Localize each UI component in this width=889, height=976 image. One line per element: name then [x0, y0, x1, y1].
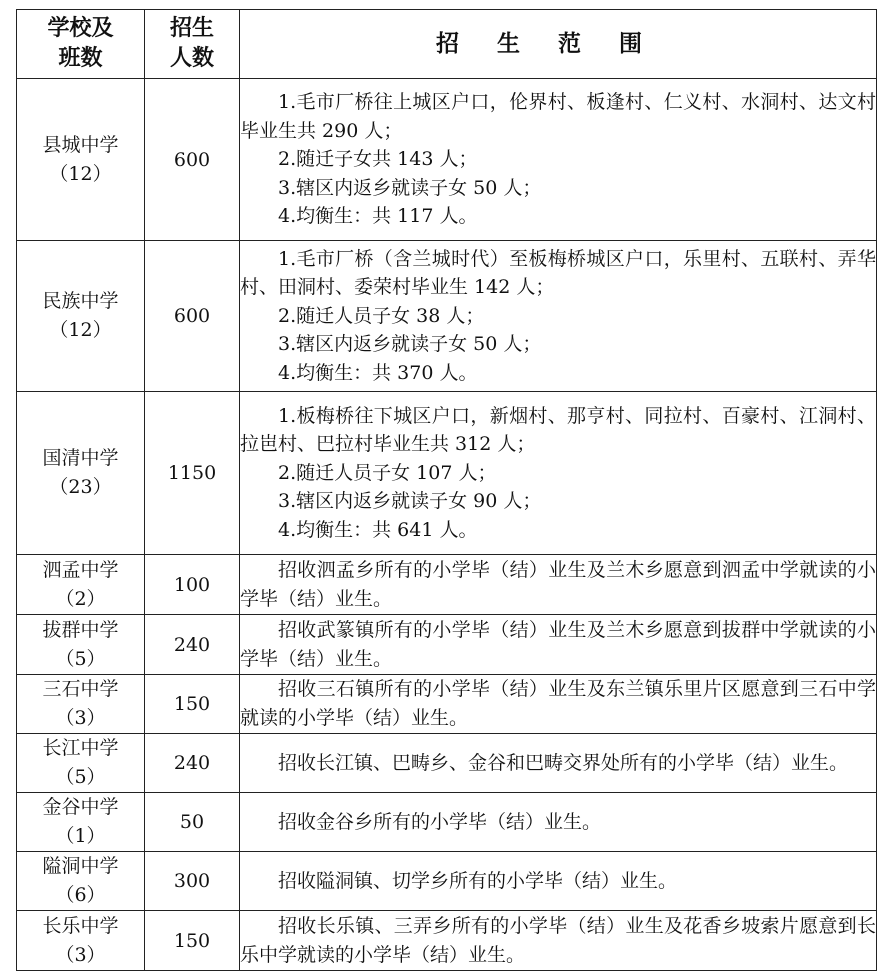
class-count: （3）: [55, 707, 106, 729]
school-name: 县城中学: [42, 133, 119, 156]
enrollment-count: 240: [145, 734, 240, 793]
class-count: （23）: [49, 476, 112, 498]
school-cell: [17, 555, 145, 615]
header-row: [17, 10, 877, 79]
class-count: （3）: [55, 943, 106, 966]
scope-cell: [240, 392, 877, 555]
scope-line: 2.随迁子女共 143 人；: [278, 148, 478, 171]
class-count: （6）: [55, 884, 106, 906]
scope-cell: [240, 79, 877, 241]
enrollment-count: 240: [145, 615, 240, 675]
scope-line: 3.辖区内返乡就读子女 90 人；: [278, 490, 542, 513]
scope-cell: [240, 615, 877, 675]
scope-line: 招收武篆镇所有的小学毕（结）业生及兰木乡愿意到拔群中学就读的小学毕（结）业生。: [240, 618, 876, 670]
table-row: [17, 555, 877, 615]
scope-cell: [240, 555, 877, 615]
school-cell: [17, 675, 145, 734]
scope-line: 招收长乐镇、三弄乡所有的小学毕（结）业生及花香乡坡索片愿意到长乐中学就读的小学毕（结）业生。: [240, 914, 876, 966]
header-school: [17, 10, 145, 79]
school-cell: [17, 734, 145, 793]
school-name: 三石中学: [42, 678, 119, 700]
table-row: [17, 793, 877, 852]
class-count: （12）: [49, 319, 112, 341]
table-row: [17, 675, 877, 734]
table-row: [17, 852, 877, 911]
class-count: （5）: [55, 647, 106, 670]
school-name: 长江中学: [42, 737, 119, 759]
school-name: 国清中学: [42, 447, 119, 469]
enrollment-count: 50: [145, 793, 240, 852]
enrollment-table: [16, 9, 877, 971]
enrollment-count: 100: [145, 555, 240, 615]
scope-line: 4.均衡生：共 641 人。: [278, 518, 478, 541]
class-count: （12）: [49, 162, 112, 185]
enrollment-count: 1150: [145, 392, 240, 555]
table-row: [17, 392, 877, 555]
school-cell: [17, 911, 145, 971]
scope-cell: [240, 241, 877, 392]
scope-cell: [240, 852, 877, 911]
table-row: [17, 79, 877, 241]
scope-line: 4.均衡生：共 117 人。: [278, 205, 478, 228]
scope-line: 1.板梅桥往下城区户口，新烟村、那亨村、同拉村、百豪村、江洞村、拉岜村、巴拉村毕业生共 312 人；: [240, 404, 876, 456]
scope-line: 招收长江镇、巴畴乡、金谷和巴畴交界处所有的小学毕（结）业生。: [278, 751, 849, 774]
header-count: [145, 10, 240, 79]
scope-line: 招收隘洞镇、切学乡所有的小学毕（结）业生。: [278, 869, 678, 892]
header-count-line2: 人数: [169, 46, 214, 71]
scope-line: 3.辖区内返乡就读子女 50 人；: [278, 333, 542, 356]
school-cell: [17, 793, 145, 852]
school-name: 拔群中学: [42, 618, 119, 641]
school-name: 民族中学: [42, 290, 119, 312]
school-cell: [17, 79, 145, 241]
school-cell: [17, 392, 145, 555]
header-count-line1: 招生: [169, 16, 214, 41]
table-row: [17, 615, 877, 675]
enrollment-count: 150: [145, 675, 240, 734]
scope-cell: [240, 793, 877, 852]
enrollment-count: 600: [145, 79, 240, 241]
scope-line: 4.均衡生：共 370 人。: [278, 361, 478, 384]
school-name: 泗孟中学: [42, 558, 119, 581]
table-row: [17, 734, 877, 793]
enrollment-count: 150: [145, 911, 240, 971]
class-count: （2）: [55, 587, 106, 610]
school-name: 金谷中学: [42, 796, 119, 818]
scope-line: 2.随迁人员子女 107 人；: [278, 461, 497, 484]
scope-line: 1.毛市厂桥往上城区户口，伦界村、板逢村、仁义村、水洞村、达文村毕业生共 290 人；: [240, 91, 876, 142]
scope-cell: [240, 911, 877, 971]
scope-line: 招收三石镇所有的小学毕（结）业生及东兰镇乐里片区愿意到三石中学就读的小学毕（结）业生。: [240, 678, 876, 729]
header-school-line1: 学校及: [47, 16, 114, 41]
scope-line: 1.毛市厂桥（含兰城时代）至板梅桥城区户口，乐里村、五联村、弄华村、田洞村、委荣村毕业生 142 人；: [240, 247, 876, 299]
school-cell: [17, 615, 145, 675]
enrollment-count: 600: [145, 241, 240, 392]
school-name: 长乐中学: [42, 914, 119, 937]
scope-line: 招收泗孟乡所有的小学毕（结）业生及兰木乡愿意到泗孟中学就读的小学毕（结）业生。: [240, 558, 876, 610]
header-school-line2: 班数: [58, 46, 103, 71]
class-count: （5）: [55, 766, 106, 788]
scope-cell: [240, 675, 877, 734]
scope-line: 2.随迁人员子女 38 人；: [278, 304, 485, 327]
school-cell: [17, 852, 145, 911]
enrollment-count: 300: [145, 852, 240, 911]
scope-line: 3.辖区内返乡就读子女 50 人；: [278, 176, 542, 199]
table-row: [17, 241, 877, 392]
school-cell: [17, 241, 145, 392]
table-row: [17, 911, 877, 971]
class-count: （1）: [55, 825, 106, 847]
header-scope: 招生范围: [240, 10, 877, 79]
school-name: 隘洞中学: [42, 855, 119, 877]
scope-cell: [240, 734, 877, 793]
scope-line: 招收金谷乡所有的小学毕（结）业生。: [278, 810, 602, 833]
